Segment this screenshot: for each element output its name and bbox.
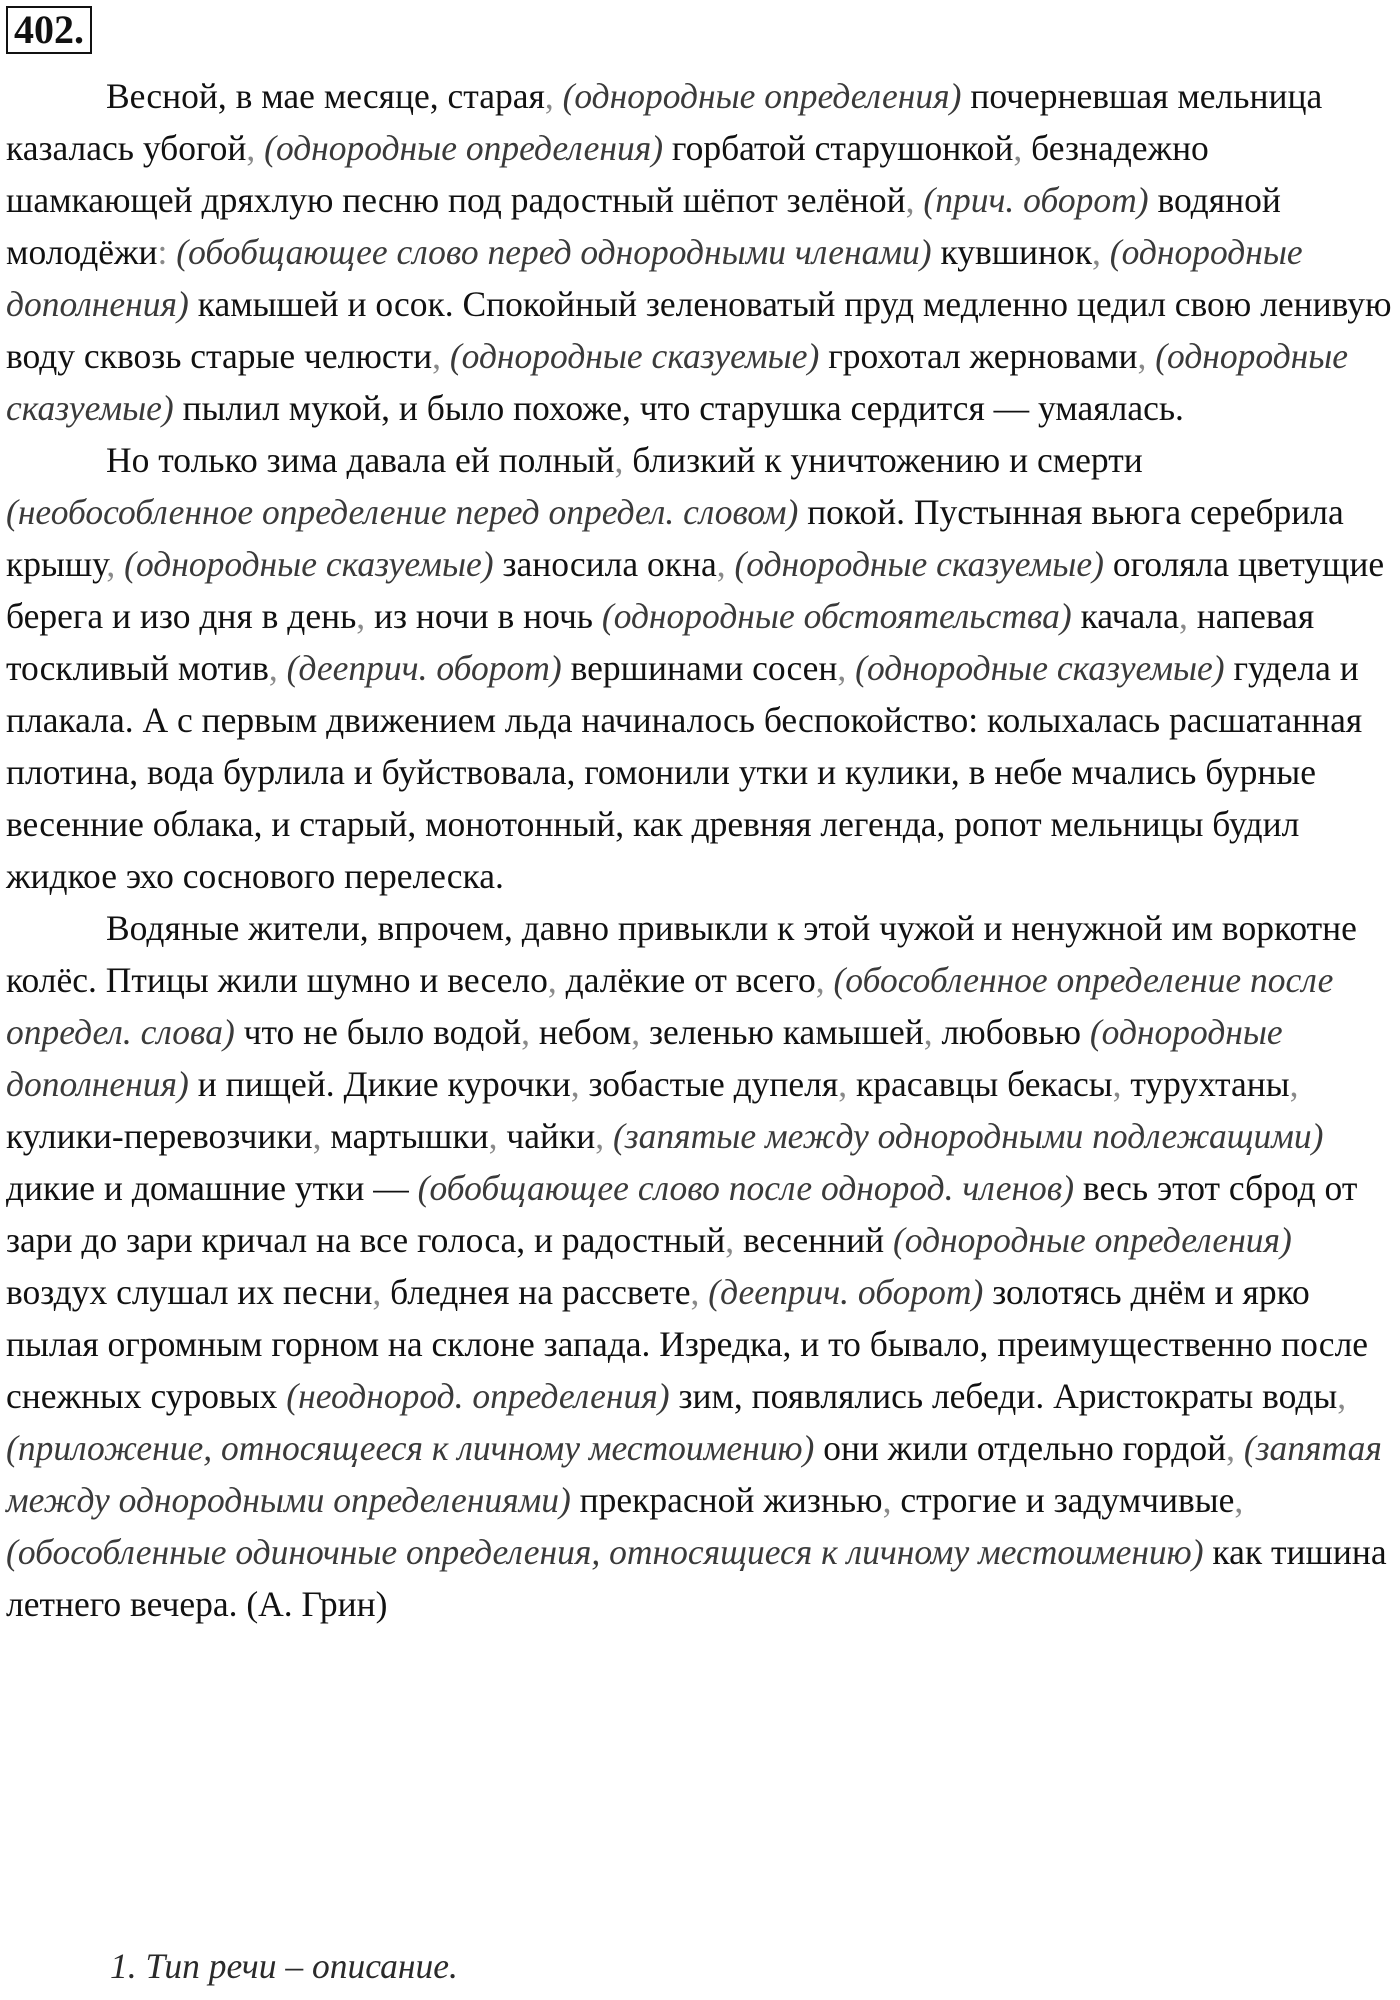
- punctuation-mark: ,: [837, 648, 847, 688]
- answer-line: 1. Тип речи – описание.: [110, 1946, 458, 1986]
- grammar-note: (однородные обстоятельства): [601, 596, 1072, 636]
- grammar-note: (прич. оборот): [914, 180, 1149, 220]
- paragraph-1: Весной, в мае месяце, старая, (однородные определения) почерневшая мельница казалась убогой, (однородные определения) горбатой старушонкой, безнадежно шамкающей дряхлую песню под радостный шёпот зелёной, (прич. оборот) водяной молодёжи: (обобщающее слово перед однородными членами) кувшинок, (однородные дополнения) камышей и осок. Спокойный зеленоватый пруд медленно цедил свою ленивую воду сквозь старые челюсти, (однородные сказуемые) грохотал жерновами, (однородные сказуемые) пылил мукой, и было похоже, что старушка сердится — умаялась.: [6, 76, 1392, 428]
- grammar-note: (однородные сказуемые): [6, 336, 1349, 428]
- punctuation-mark: ,: [246, 128, 256, 168]
- punctuation-mark: ,: [1137, 336, 1147, 376]
- grammar-note: (запятая между однородными определениями): [6, 1428, 1382, 1520]
- punctuation-mark: ,: [1337, 1376, 1347, 1416]
- grammar-note: (обобщающее слово после однород. членов): [417, 1168, 1075, 1208]
- punctuation-mark: ,: [595, 1116, 605, 1156]
- punctuation-mark: ,: [614, 440, 624, 480]
- punctuation-mark: ,: [725, 1220, 735, 1260]
- grammar-note: (неоднород. определения): [286, 1376, 670, 1416]
- punctuation-mark: ,: [1289, 1064, 1299, 1104]
- grammar-note: (необособленное определение перед определ. словом): [6, 492, 799, 532]
- grammar-note: (однородные определения): [892, 1220, 1292, 1260]
- grammar-note: (дееприч. оборот): [699, 1272, 984, 1312]
- punctuation-mark: ,: [432, 336, 441, 376]
- punctuation-mark: ,: [488, 1116, 498, 1156]
- punctuation-mark: ,: [521, 1012, 530, 1052]
- punctuation-mark: ,: [268, 648, 278, 688]
- grammar-note: (обособленные одиночные определения, относящиеся к личному местоимению): [6, 1532, 1204, 1572]
- punctuation-mark: ,: [882, 1480, 892, 1520]
- punctuation-mark: ,: [1179, 596, 1188, 636]
- grammar-note: (однородные сказуемые): [725, 544, 1104, 584]
- grammar-note: (однородные определения): [255, 128, 664, 168]
- punctuation-mark: ,: [547, 960, 557, 1000]
- punctuation-mark: ,: [544, 76, 554, 116]
- paragraph-3: Водяные жители, впрочем, давно привыкли к этой чужой и ненужной им воркотне колёс. Птицы жили шумно и весело, далёкие от всего, (обособленное определение после определ. слова) что не было водой, небом, зеленью камышей, любовью (однородные дополнения) и пищей. Дикие курочки, зобастые дупеля, красавцы бекасы, турухтаны, кулики-перевозчики, мартышки, чайки, (запятые между однородными подлежащими) дикие и домашние утки — (обобщающее слово после однород. членов) весь этот сброд от зари до зари кричал на все голоса, и радостный, весенний (однородные определения) воздух слушал их песни, бледнея на рассвете, (дееприч. оборот) золотясь днём и ярко пылая огромным горном на склоне запада. Изредка, и то бывало, преимущественно после снежных суровых (неоднород. определения) зим, появлялись лебеди. Аристократы воды, (приложение, относящееся к личному местоимению) они жили отдельно гордой, (запятая между однородными определениями) прекрасной жизнью, строгие и задумчивые, (обособленные одиночные определения, относящиеся к личному местоимению) как тишина летнего вечера. (А. Грин): [6, 908, 1387, 1624]
- punctuation-mark: ,: [690, 1272, 700, 1312]
- punctuation-mark: ,: [372, 1272, 382, 1312]
- paragraph-2: Но только зима давала ей полный, близкий к уничтожению и смерти (необособленное определение перед определ. словом) покой. Пустынная вьюга серебрила крышу, (однородные сказуемые) заносила окна, (однородные сказуемые) оголяла цветущие берега и изо дня в день, из ночи в ночь (однородные обстоятельства) качала, напевая тоскливый мотив, (дееприч. оборот) вершинами сосен, (однородные сказуемые) гудела и плакала. А с первым движением льда начиналось беспокойство: колыхалась расшатанная плотина, вода бурлила и буйствовала, гомонили утки и кулики, в небе мчались бурные весенние облака, и старый, монотонный, как древняя легенда, ропот мельницы будил жидкое эхо соснового перелеска.: [6, 440, 1385, 896]
- grammar-note: (приложение, относящееся к личному местоимению): [6, 1428, 815, 1468]
- punctuation-mark: ,: [570, 1064, 580, 1104]
- exercise-text: [6, 70, 1396, 1630]
- punctuation-mark: ,: [106, 544, 116, 584]
- grammar-note: (однородные сказуемые): [440, 336, 820, 376]
- punctuation-mark: :: [157, 232, 168, 272]
- grammar-note: (дееприч. оборот): [277, 648, 562, 688]
- punctuation-mark: ,: [631, 1012, 641, 1052]
- grammar-note: (однородные определения): [553, 76, 962, 116]
- exercise-number: 402.: [6, 6, 92, 54]
- grammar-note: (обособленное определение после определ. слова): [6, 960, 1334, 1052]
- punctuation-mark: ,: [1234, 1480, 1244, 1520]
- punctuation-mark: ,: [1013, 128, 1023, 168]
- grammar-note: (однородные дополнения): [6, 1012, 1283, 1104]
- punctuation-mark: ,: [1226, 1428, 1235, 1468]
- punctuation-mark: ,: [356, 596, 366, 636]
- punctuation-mark: ,: [716, 544, 726, 584]
- punctuation-mark: ,: [1092, 232, 1101, 272]
- grammar-note: (обобщающее слово перед однородными членами): [167, 232, 932, 272]
- grammar-note: (однородные сказуемые): [115, 544, 494, 584]
- punctuation-mark: ,: [815, 960, 825, 1000]
- grammar-note: (однородные дополнения): [6, 232, 1303, 324]
- punctuation-mark: ,: [905, 180, 915, 220]
- punctuation-mark: ,: [923, 1012, 933, 1052]
- grammar-note: (однородные сказуемые): [846, 648, 1225, 688]
- grammar-note: (запятые между однородными подлежащими): [604, 1116, 1324, 1156]
- punctuation-mark: ,: [312, 1116, 322, 1156]
- punctuation-mark: ,: [1112, 1064, 1122, 1104]
- punctuation-mark: ,: [838, 1064, 848, 1104]
